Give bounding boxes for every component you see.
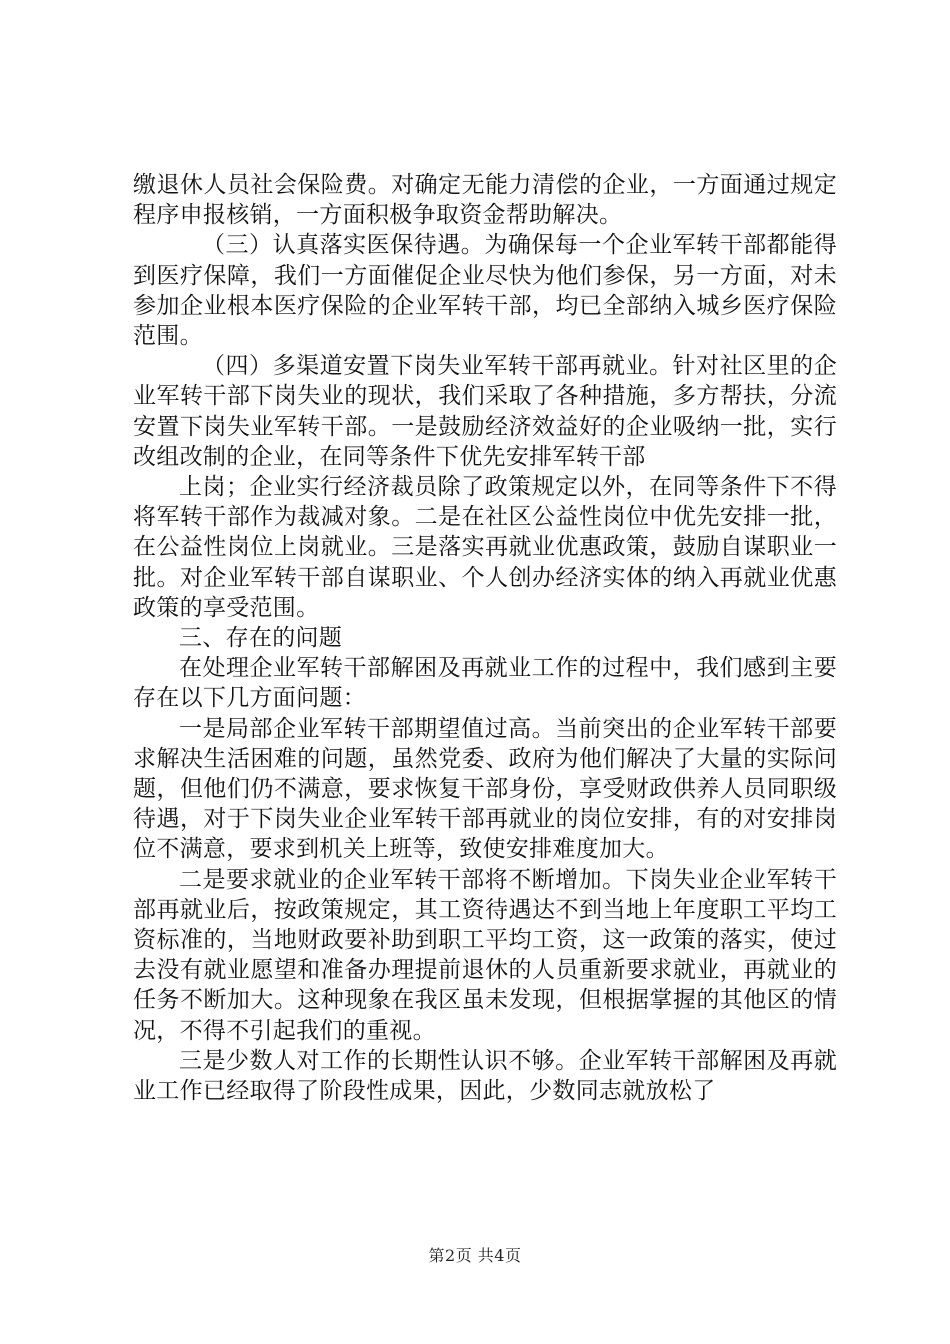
section-heading: 三、存在的问题 [179, 625, 343, 652]
paragraph-6: 一是局部企业军转干部期望值过高。当前突出的企业军转干部要求解决生活困难的问题，虽然党委、政府为他们解决了大量的实际问题，但他们仍不满意，要求恢复干部身份，享受财政供养人员同职级待遇，对于下岗失业企业军转干部再就业的岗位安排，有的对安排岗位不满意，要求到机关上班等，致使安排难度加大。 [133, 715, 837, 863]
paragraph-8: 三是少数人对工作的长期性认识不够。企业军转干部解困及再就业工作已经取得了阶段性成果，因此，少数同志就放松了 [133, 1047, 837, 1105]
document-body [133, 170, 837, 1106]
page-number: 第2页 共4页 [428, 1246, 522, 1265]
page-footer [0, 1243, 950, 1266]
paragraph-3: （四）多渠道安置下岗失业军转干部再就业。针对社区里的企业军转干部下岗失业的现状，我们采取了各种措施，多方帮扶，分流安置下岗失业军转干部。一是鼓励经济效益好的企业吸纳一批，实行改组改制的企业，在同等条件下优先安排军转干部 [133, 353, 837, 470]
paragraph-5: 在处理企业军转干部解困及再就业工作的过程中，我们感到主要存在以下几方面问题： [133, 655, 837, 712]
paragraph-1: 缴退休人员社会保险费。对确定无能力清偿的企业，一方面通过规定程序申报核销，一方面积极争取资金帮助解决。 [133, 172, 837, 229]
paragraph-4: 上岗；企业实行经济裁员除了政策规定以外，在同等条件下不得将军转干部作为裁减对象。二是在社区公益性岗位中优先安排一批，在公益性岗位上岗就业。三是落实再就业优惠政策，鼓励自谋职业一批。对企业军转干部自谋职业、个人创办经济实体的纳入再就业优惠政策的享受范围。 [133, 474, 837, 621]
paragraph-7: 二是要求就业的企业军转干部将不断增加。下岗失业企业军转干部再就业后，按政策规定，其工资待遇达不到当地上年度职工平均工资标准的，当地财政要补助到职工平均工资，这一政策的落实，使过去没有就业愿望和准备办理提前退休的人员重新要求就业，再就业的任务不断加大。这种现象在我区虽未发现，但根据掌握的其他区的情况，不得不引起我们的重视。 [133, 866, 837, 1044]
paragraph-2: （三）认真落实医保待遇。为确保每一个企业军转干部都能得到医疗保障，我们一方面催促企业尽快为他们参保，另一方面，对未参加企业根本医疗保险的企业军转干部，均已全部纳入城乡医疗保险范围。 [133, 232, 837, 350]
